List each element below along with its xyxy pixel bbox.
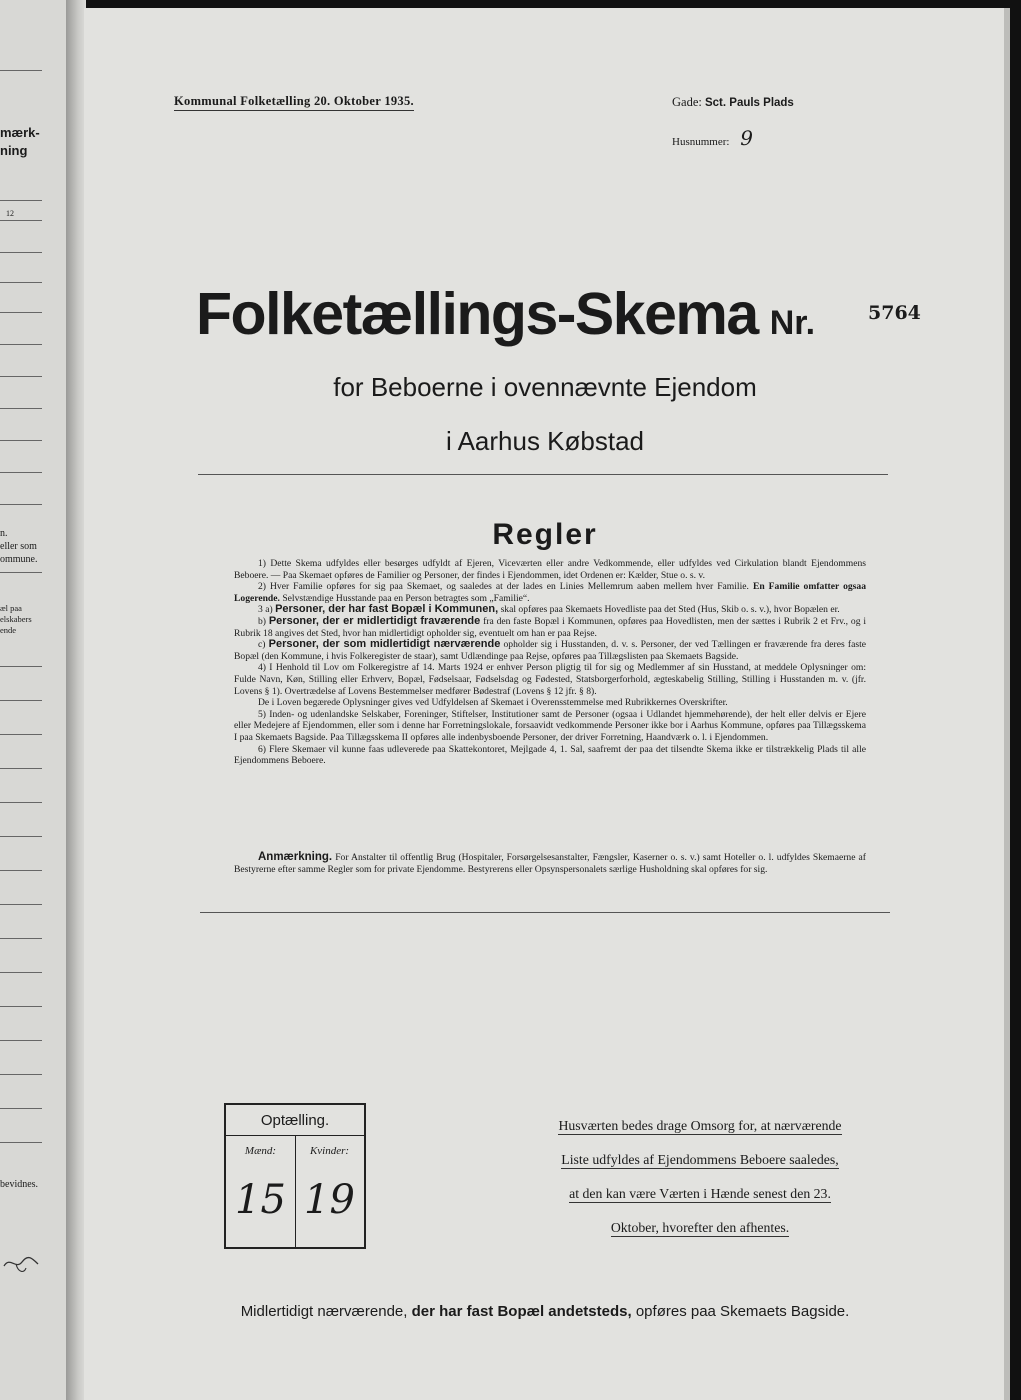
form-subtitle: for Beboerne i ovennævnte Ejendom [333, 372, 757, 402]
left-rule [0, 870, 42, 871]
notice-line: at den kan være Værten i Hænde senest den 23. [569, 1186, 831, 1201]
left-fragment: eller som [0, 541, 37, 552]
left-rule [0, 1006, 42, 1007]
street-label: Gade: [672, 95, 702, 109]
left-rule [0, 802, 42, 803]
left-rule [0, 1142, 42, 1143]
notice-line: Husværten bedes drage Omsorg for, at nærværende [558, 1118, 842, 1133]
count-men-value: 15 [235, 1177, 286, 1223]
rule-3a: 3 a) Personer, der har fast Bopæl i Kommunen, skal opføres paa Skemaets Hovedliste paa det Sted (Hus, Skib o. s. v.), hvor Bopælen er. [258, 603, 840, 616]
footer-note: Midlertidigt nærværende, der har fast Bopæl andetsteds, opføres paa Skemaets Bagside. [240, 1303, 850, 1320]
left-facing-page [0, 0, 75, 1400]
left-rule [0, 904, 42, 905]
notice-line: Liste udfyldes af Ejendommens Beboere saaledes, [561, 1152, 839, 1167]
street-field [672, 95, 794, 110]
left-fragment: ommune. [0, 554, 38, 565]
left-rule [0, 70, 42, 71]
count-box [224, 1103, 366, 1249]
left-rule [0, 938, 42, 939]
remark-body: For Anstalter til offentlig Brug (Hospitaler, Forsørgelsesanstalter, Fængsler, Kaserner o. s. v.) samt Hoteller o. l. udfyldes Skemaerne af Bestyrerne efter samme Regler som for private Ejendomme. Bestyrerens eller Opsynspersonalets særlige Husholdning skal opføres for sig. [234, 852, 866, 875]
left-fragment: elskabers [0, 614, 32, 624]
left-rule [0, 700, 42, 701]
rules-text [234, 558, 866, 767]
rule-5: 5) Inden- og udenlandske Selskaber, Foreninger, Stiftelser, Institutioner samt de Personer (ogsaa i Udlandet hjemmehørende), der helt eller delvis er Ejere eller Medejere af Ejendommen, eller som i denne har Forretningslokale, forsaavidt vedkommende Personer ikke bor i Aarhus Kommune, opføres paa Tillægsskema I paa Skemaets Bagside. Paa Tillægsskema II opføres alle indenbysboende Personer, der driver Forretning, Haandværk o. l. i Ejendommen. [234, 708, 866, 743]
count-women-column [295, 1136, 364, 1247]
left-fragment: ning [0, 143, 28, 158]
left-rule [0, 312, 42, 313]
rule-1: 1) Dette Skema udfyldes eller besørges udfyldt af Ejeren, Viceværten eller andre Vedkommende, eller udfyldes ved Cirkulation blandt Ejendommens Beboere. — Paa Skemaet opføres de Familier og Personer, der findes i Ejendommen, idet Ordenen er: Kælder, Stue o. s. v. [234, 558, 866, 581]
left-rule [0, 1108, 42, 1109]
street-value: Sct. Pauls Plads [704, 97, 794, 109]
rules-heading: Regler [492, 518, 598, 551]
count-women-label: Kvinder: [309, 1145, 350, 1157]
form-title [196, 280, 815, 348]
left-rule [0, 504, 42, 505]
rule-2: 2) Hver Familie opføres for sig paa Skemaet, og saaledes at der lades en Linies Mellemrum aaben mellem hver Familie. En Familie omfatter ogsaa Logerende. Selvstændige Husstande paa en Person betragtes som „Familie“. [234, 581, 866, 604]
rule-4b: De i Loven begærede Oplysninger gives ved Udfyldelsen af Skemaet i Overensstemmelse med Rubrikkernes Overskrifter. [258, 697, 728, 709]
form-number: 5764 [868, 302, 921, 324]
count-men-column [226, 1136, 296, 1247]
rule-3c: c) Personer, der som midlertidigt nærværende opholder sig i Husstanden, d. v. s. Personer, der ved Tællingen er fraværende fra deres faste Bopæl (den Kommune, i hvis Folkeregister de staar), samt Udlændinge paa Rejse, opføres paa Tillægslisten paa Skemaets Bagside. [234, 638, 866, 662]
left-rule [0, 282, 42, 283]
rule-6: 6) Flere Skemaer vil kunne faas udleverede paa Skattekontoret, Mejlgade 4, 1. Sal, saafremt der paa det tilsendte Skema ikke er tilstrækkelig Plads til alle Ejendommens Beboere. [234, 743, 866, 767]
divider [198, 474, 888, 475]
left-rule [0, 200, 42, 201]
notice-line: Oktober, hvorefter den afhentes. [610, 1220, 790, 1235]
left-fragment: 12 [6, 209, 14, 218]
left-fragment: mærk- [0, 125, 40, 140]
form-title-nr: Nr. [769, 304, 816, 342]
landlord-notice [530, 1109, 870, 1245]
left-rule [0, 836, 42, 837]
left-rule [0, 572, 42, 573]
left-fragment: æl paa [0, 603, 22, 613]
house-number-value: 9 [740, 126, 753, 150]
book-gutter [66, 0, 86, 1400]
signature-fragment [2, 1252, 42, 1274]
divider [200, 912, 890, 913]
count-men-label: Mænd: [244, 1145, 277, 1157]
left-rule [0, 734, 42, 735]
house-number-field [672, 126, 753, 150]
left-fragment: n. [0, 528, 8, 539]
remark-label: Anmærkning. [258, 851, 333, 863]
left-fragment: bevidnes. [0, 1179, 39, 1190]
form-title-main: Folketællings-Skema [196, 281, 758, 347]
left-rule [0, 1040, 42, 1041]
count-women-value: 19 [304, 1177, 355, 1223]
left-rule [0, 472, 42, 473]
remark-text [234, 852, 866, 875]
rule-3b: b) Personer, der er midlertidigt fraværende fra den faste Bopæl i Kommunen, opføres paa Hovedlisten, men der sættes i Rubrik 2 et Frv., og i Rubrik 18 angives det Sted, hvor han midlertidigt opholder sig, eventuelt om han er paa Rejse. [234, 614, 866, 639]
left-rule [0, 252, 42, 253]
page-edge [1004, 8, 1010, 1400]
left-rule [0, 768, 42, 769]
census-form-page [84, 8, 1006, 1400]
left-rule [0, 344, 42, 345]
left-rule [0, 1074, 42, 1075]
rule-4: 4) I Henhold til Lov om Folkeregistre af 14. Marts 1924 er enhver Person pligtig til for sig og Medlemmer af sin Husstand, at meddele Oplysninger om: Fulde Navn, Køn, Stilling eller Erhverv, Bopæl, Fødselsaar, Fødselsdag og Fødested, Statsborgerforhold, ægteskabelig Stilling, Stilling i Husstanden m. v. (jfr. Lovens § 1). Overtrædelse af Lovens Bestemmelser medfører Bødestraf (Lovens § 12 jfr. § 8). [234, 662, 866, 697]
left-rule [0, 408, 42, 409]
left-rule [0, 666, 42, 667]
count-heading: Optælling. [226, 1105, 364, 1136]
left-rule [0, 972, 42, 973]
census-header: Kommunal Folketælling 20. Oktober 1935. [174, 94, 414, 111]
left-rule [0, 220, 42, 221]
left-fragment: ende [0, 625, 17, 635]
house-number-label: Husnummer: [672, 136, 730, 148]
left-rule [0, 376, 42, 377]
form-subtitle-city: i Aarhus Købstad [446, 426, 644, 456]
left-rule [0, 440, 42, 441]
